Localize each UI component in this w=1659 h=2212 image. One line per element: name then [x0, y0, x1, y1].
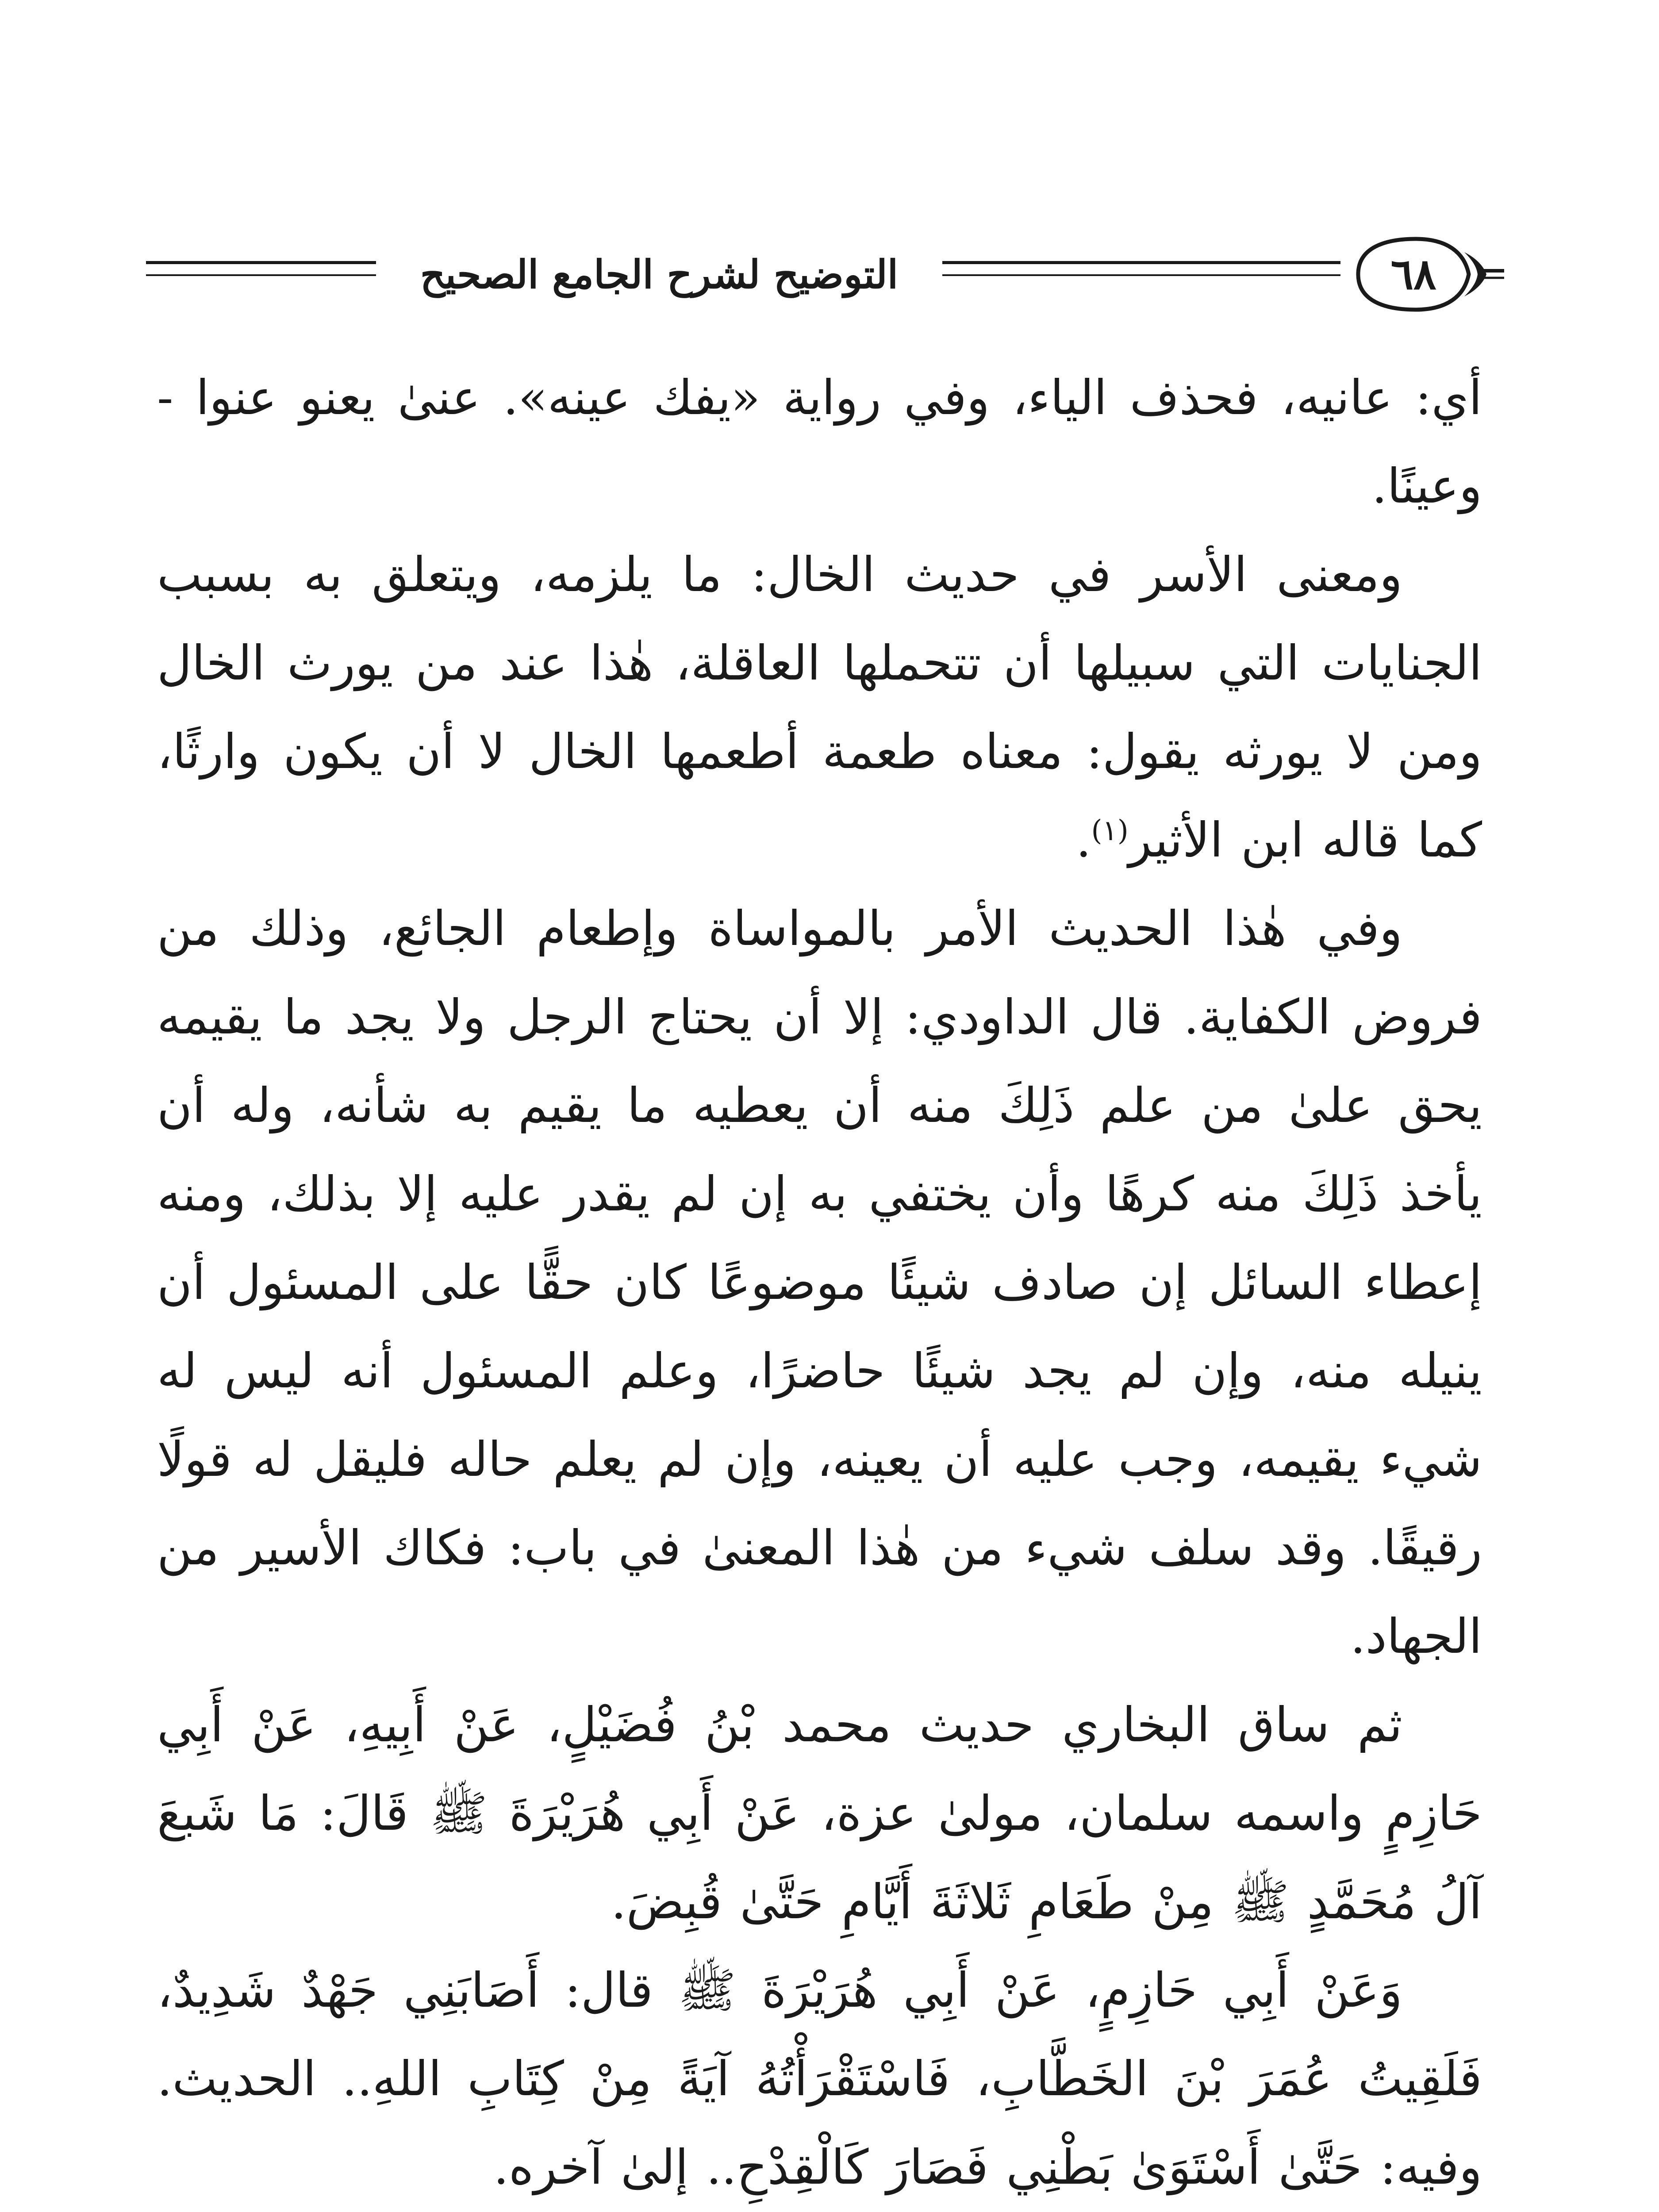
paragraph-3: وفي هٰذا الحديث الأمر بالمواساة وإطعام الجائع، وذلك من فروض الكفاية. قال الداودي: إلا أن يحتاج الرجل ولا يجد ما يقيمه يحق علىٰ من علم ذَلِكَ منه أن يعطيه ما يقيم به شأنه، وله أن يأخذ ذَلِكَ منه كرهًا وأن يختفي به إن لم يقدر عليه إلا بذلك، ومنه إعطاء السائل إن صادف شيئًا موضوعًا كان حقًّا على المسئول أن ينيله منه، وإن لم يجد شيئًا حاضرًا، وعلم المسئول أنه ليس له شيء يقيمه، وجب عليه أن يعينه، وإن لم يعلم حاله فليقل له قولًا رقيقًا. وقد سلف شيء من هٰذا المعنىٰ في باب: فكاك الأسير من الجهاد. [157, 901, 1482, 1664]
paragraph-1: أي: عانيه، فحذف الياء، وفي رواية «يفك عينه». عنىٰ يعنو عنوا - وعينًا. [157, 370, 1482, 514]
page-number: ٦٨ [1390, 249, 1436, 299]
paragraph-2: ومعنى الأسر في حديث الخال: ما يلزمه، ويتعلق به بسبب الجنايات التي سبيلها أن تتحملها العاقلة، هٰذا عند من يورث الخال ومن لا يورثه يقول: معناه طعمة أطعمها الخال لا أن يكون وارثًا، كما قاله ابن الأثير$^{(١)}$. [157, 547, 1482, 868]
paragraph-4: ثم ساق البخاري حديث محمد بْنُ فُضَيْلٍ، عَنْ أَبِيهِ، عَنْ أَبِي حَازِمٍ واسمه سلمان، مولىٰ عزة، عَنْ أَبِي هُرَيْرَةَ ﷺ قَالَ: مَا شَبعَ آلُ مُحَمَّدٍ ﷺ مِنْ طَعَامِ ثَلاثَةَ أَيَّامِ حَتَّىٰ قُبِضَ. [157, 1697, 1482, 1930]
header-rule-middle [942, 261, 1340, 264]
paragraph-5: وَعَنْ أَبِي حَازِمٍ، عَنْ أَبِي هُرَيْرَةَ ﷺ قال: أَصَابَنِي جَهْدٌ شَدِيدٌ، فَلَقِيتُ عُمَرَ بْنَ الخَطَّابِ، فَاسْتَقْرَأْتُهُ آيَةً مِنْ كِتَابِ اللهِ.. الحديث. وفيه: حَتَّىٰ أَسْتَوَىٰ بَطْنِي فَصَارَ كَالْقِدْحِ.. إلىٰ آخره. [157, 1963, 1482, 2195]
running-title: التوضيح لشرح الجامع الصحيح [420, 251, 899, 297]
header-rule-left [146, 261, 376, 264]
footnote-reference: (١) [1091, 814, 1129, 847]
page-header [146, 230, 1495, 319]
header-rule-left-thin [146, 274, 376, 276]
main-text [157, 354, 1482, 2212]
header-rule-middle-thin [942, 274, 1340, 276]
paragraph-2-text: ومعنى الأسر في حديث الخال: ما يلزمه، ويتعلق به بسبب الجنايات التي سبيلها أن تتحملها العاقلة، هٰذا عند من يورث الخال ومن لا يورثه يقول: معناه طعمة أطعمها الخال لا أن يكون وارثًا، كما قاله ابن الأثير [157, 547, 1482, 868]
